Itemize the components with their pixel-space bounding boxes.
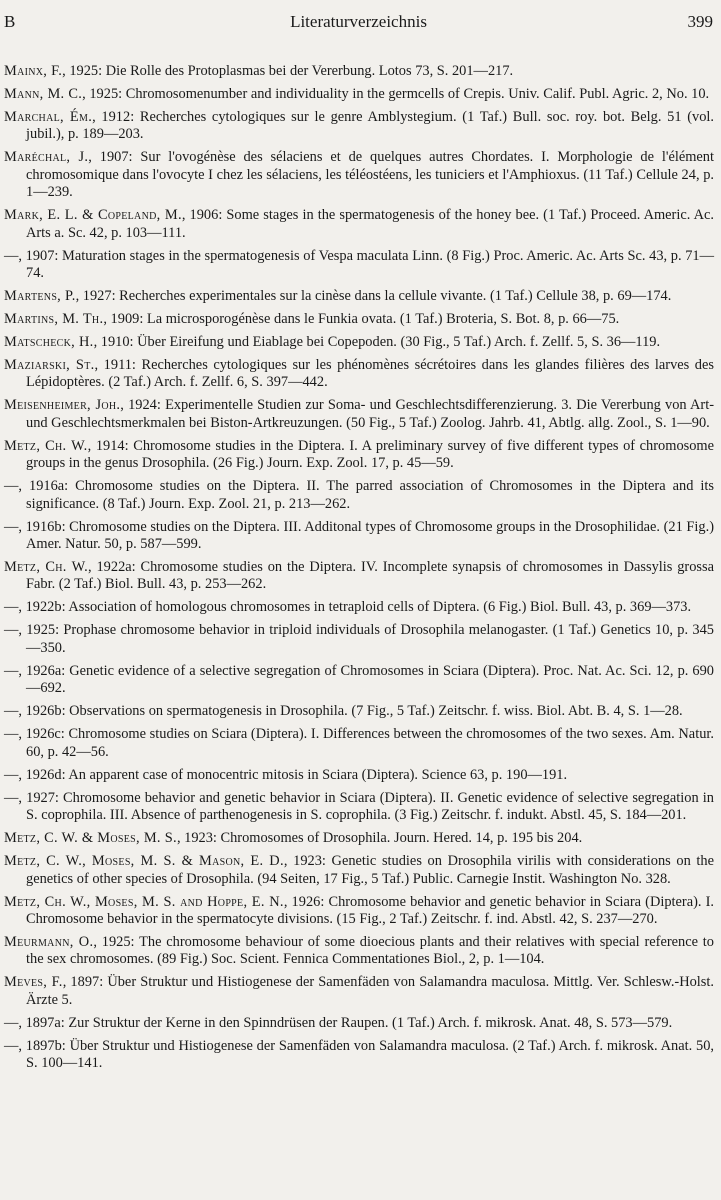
reference-entry bbox=[4, 830, 714, 847]
reference-text: —, 1922b: Association of homologous chromosomes in tetraploid cells of Diptera. (6 Fig.) Biol. Bull. 43, p. 369—373. bbox=[4, 599, 692, 616]
reference-entry bbox=[4, 599, 714, 616]
reference-text: —, 1897a: Zur Struktur der Kerne in den Spinndrüsen der Raupen. (1 Taf.) Arch. f. mikrosk. Anat. 48, S. 573—579. bbox=[4, 1014, 673, 1031]
reference-author: Matscheck, H. bbox=[4, 334, 94, 351]
reference-text: , 1911: Recherches cytologiques sur les phénomènes sécrétoires dans les glandes filières des larves des Lépidoptères. (2 Taf.) Arch. f. Zellf. 6, S. 397—442. bbox=[26, 357, 714, 391]
reference-text: , 1923: Chromosomes of Drosophila. Journ. Hered. 14, p. 195 bis 204. bbox=[176, 830, 583, 847]
reference-text: , 1910: Über Eireifung und Eiablage bei Copepoden. (30 Fig., 5 Taf.) Arch. f. Zellf. 5, S. 36—119. bbox=[93, 334, 661, 351]
reference-entry bbox=[4, 703, 714, 720]
reference-text: —, 1916a: Chromosome studies on the Diptera. II. The parred association of Chromosomes in the Diptera and its significance. (8 Taf.) Journ. Exp. Zool. 21, p. 213—262. bbox=[4, 478, 714, 512]
reference-author: Martins, M. Th. bbox=[4, 311, 104, 328]
reference-entry bbox=[4, 86, 714, 103]
reference-author: Metz, C. W. & Moses, M. S. bbox=[4, 830, 177, 847]
reference-author: Meisenheimer, Joh. bbox=[4, 397, 121, 414]
reference-entry bbox=[4, 663, 714, 698]
reference-entry bbox=[4, 248, 714, 283]
reference-text: , 1923: Genetic studies on Drosophila virilis with considerations on the genetics of other species of Drosophila. (94 Seiten, 17 Fig., 5 Taf.) Public. Carnegie Instit. Washington No. 328. bbox=[26, 853, 714, 887]
reference-author: Martens, P. bbox=[4, 288, 76, 305]
reference-text: , 1925: Die Rolle des Protoplasmas bei der Vererbung. Lotos 73, S. 201—217. bbox=[62, 63, 514, 79]
reference-entry bbox=[4, 622, 714, 657]
reference-text: —, 1927: Chromosome behavior and genetic behavior in Sciara (Diptera). II. Genetic evidence of selective segregation in S. coprophila. III. Absence of parthenogenesis in S. coprophila. (3 Fig.) Zeitschr. f. indukt. Abstl. 45, S. 184—201. bbox=[4, 789, 714, 824]
reference-text: —, 1926b: Observations on spermatogenesis in Drosophila. (7 Fig., 5 Taf.) Zeitschr. f. wiss. Biol. Abt. B. 4, S. 1—28. bbox=[4, 703, 683, 720]
reference-author: Metz, Ch. W. bbox=[4, 559, 89, 576]
reference-text: —, 1907: Maturation stages in the spermatogenesis of Vespa maculata Linn. (8 Fig.) Proc. Americ. Ac. Arts Sc. 43, p. 71—74. bbox=[4, 247, 714, 282]
reference-text: , 1925: The chromosome behaviour of some dioecious plants and their relatives with special reference to the sex chromosomes. (89 Fig.) Soc. Scient. Fennica Commentationes Biol., 2, p. 1—104. bbox=[26, 933, 714, 968]
reference-text: —, 1897b: Über Struktur und Histiogenese der Samenfäden von Salamandra maculosa. (2 Taf.) Arch. f. mikrosk. Anat. 50, S. 100—141. bbox=[4, 1037, 714, 1072]
reference-author: Metz, Ch. W. bbox=[4, 437, 88, 454]
reference-text: , 1922a: Chromosome studies on the Diptera. IV. Incomplete synapsis of chromosomes in Dassylis grossa Fabr. (2 Taf.) Biol. Bull. 43, p. 253—262. bbox=[26, 559, 714, 593]
reference-text: , 1927: Recherches experimentales sur la cinèse dans la cellule vivante. (1 Taf.) Cellule 38, p. 69—174. bbox=[75, 288, 672, 305]
reference-entry bbox=[4, 109, 714, 144]
reference-entry bbox=[4, 149, 714, 201]
reference-author: Mann, M. C. bbox=[4, 86, 83, 102]
reference-text: , 1907: Sur l'ovogénèse des sélaciens et de quelques autres Chordates. I. Morphologie de l'élément chromosomique dans l'ovocyte I chez les sélaciens, les téléostéens, les tuniciers et l'Amphioxus. (11 Taf.) Cellule 24, p. 1—239. bbox=[26, 149, 715, 201]
reference-author: Meurmann, O. bbox=[4, 933, 94, 950]
reference-entry bbox=[4, 1015, 714, 1032]
reference-author: Marchal, Ém. bbox=[4, 109, 93, 125]
reference-entry bbox=[4, 726, 714, 761]
reference-entry bbox=[4, 974, 714, 1009]
reference-text: , 1914: Chromosome studies in the Diptera. I. A preliminary survey of five different types of chromosome groups in the genus Drosophila. (26 Fig.) Journ. Exp. Zool. 17, p. 45—59. bbox=[26, 437, 715, 472]
page-header bbox=[4, 12, 713, 42]
reference-entry bbox=[4, 334, 714, 351]
reference-text: —, 1926d: An apparent case of monocentric mitosis in Sciara (Diptera). Science 63, p. 190—191. bbox=[4, 766, 568, 783]
reference-entry bbox=[4, 63, 714, 80]
reference-text: —, 1926c: Chromosome studies on Sciara (Diptera). I. Differences between the chromosomes of the two sexes. Am. Natur. 60, p. 42—56. bbox=[4, 726, 714, 760]
reference-text: , 1925: Chromosomenumber and individuality in the germcells of Crepis. Univ. Calif. Publ. Agric. 2, No. 10. bbox=[82, 86, 710, 102]
reference-entry bbox=[4, 288, 714, 305]
reference-entry bbox=[4, 934, 714, 969]
reference-entry bbox=[4, 853, 714, 888]
reference-text: —, 1916b: Chromosome studies on the Diptera. III. Additonal types of Chromosome groups in the Drosophilidae. (21 Fig.) Amer. Natur. 50, p. 587—599. bbox=[4, 518, 714, 553]
reference-author: Metz, Ch. W., Moses, M. S. and Hoppe, E. N. bbox=[4, 893, 284, 910]
reference-text: —, 1926a: Genetic evidence of a selective segregation of Chromosomes in Sciara (Diptera). Proc. Nat. Ac. Sci. 12, p. 690—692. bbox=[4, 662, 714, 697]
reference-entry bbox=[4, 767, 714, 784]
reference-text: , 1924: Experimentelle Studien zur Soma- und Geschlechtsdifferenzierung. 3. Die Vererbung von Art- und Geschlechtsmerkmalen bei Biston-Artkreuzungen. (50 Fig., 5 Taf.) Zoolog. Jahrb. 41, Abtlg. allg. Zool., S. 1—90. bbox=[26, 397, 714, 431]
reference-entry bbox=[4, 1038, 714, 1073]
reference-entry bbox=[4, 311, 714, 328]
reference-entry bbox=[4, 790, 714, 825]
reference-text: , 1906: Some stages in the spermatogenesis of the honey bee. (1 Taf.) Proceed. Americ. Ac. Arts a. Sc. 42, p. 103—111. bbox=[26, 207, 714, 241]
reference-author: Metz, C. W., Moses, M. S. & Mason, E. D. bbox=[4, 853, 284, 870]
reference-entry bbox=[4, 207, 714, 242]
reference-entry bbox=[4, 478, 714, 513]
reference-entry bbox=[4, 894, 714, 929]
reference-list bbox=[4, 63, 714, 1078]
reference-text: , 1897: Über Struktur und Histiogenese der Samenfäden von Salamandra maculosa. Mittlg. Ver. Schlesw.-Holst. Ärzte 5. bbox=[26, 974, 714, 1008]
reference-author: Maréchal, J. bbox=[4, 149, 89, 166]
running-title: Literaturverzeichnis bbox=[290, 12, 427, 31]
reference-author: Mark, E. L. & Copeland, M. bbox=[4, 207, 182, 224]
reference-text: , 1926: Chromosome behavior and genetic behavior in Sciara (Diptera). I. Chromosome behavior in the spermatocyte divisions. (15 Fig., 2 Taf.) Zeitschr. f. ind. Abstl. 42, S. 237—270. bbox=[26, 893, 715, 927]
reference-entry bbox=[4, 559, 714, 594]
reference-entry bbox=[4, 357, 714, 392]
section-letter: B bbox=[4, 12, 16, 31]
reference-entry bbox=[4, 397, 714, 432]
reference-author: Mainx, F. bbox=[4, 63, 63, 79]
reference-entry bbox=[4, 519, 714, 554]
reference-author: Meves, F. bbox=[4, 974, 63, 991]
reference-text: , 1909: La microsporogénèse dans le Funkia ovata. (1 Taf.) Broteria, S. Bot. 8, p. 66—75. bbox=[103, 311, 620, 328]
reference-text: , 1912: Recherches cytologiques sur le genre Amblystegium. (1 Taf.) Bull. soc. roy. bot. Belg. 51 (vol. jubil.), p. 189—203. bbox=[26, 109, 715, 143]
reference-entry bbox=[4, 438, 714, 473]
reference-text: —, 1925: Prophase chromosome behavior in triploid individuals of Drosophila melanogaster. (1 Taf.) Genetics 10, p. 345—350. bbox=[4, 622, 714, 656]
page-number: 399 bbox=[687, 12, 713, 31]
reference-author: Maziarski, St. bbox=[4, 357, 95, 374]
